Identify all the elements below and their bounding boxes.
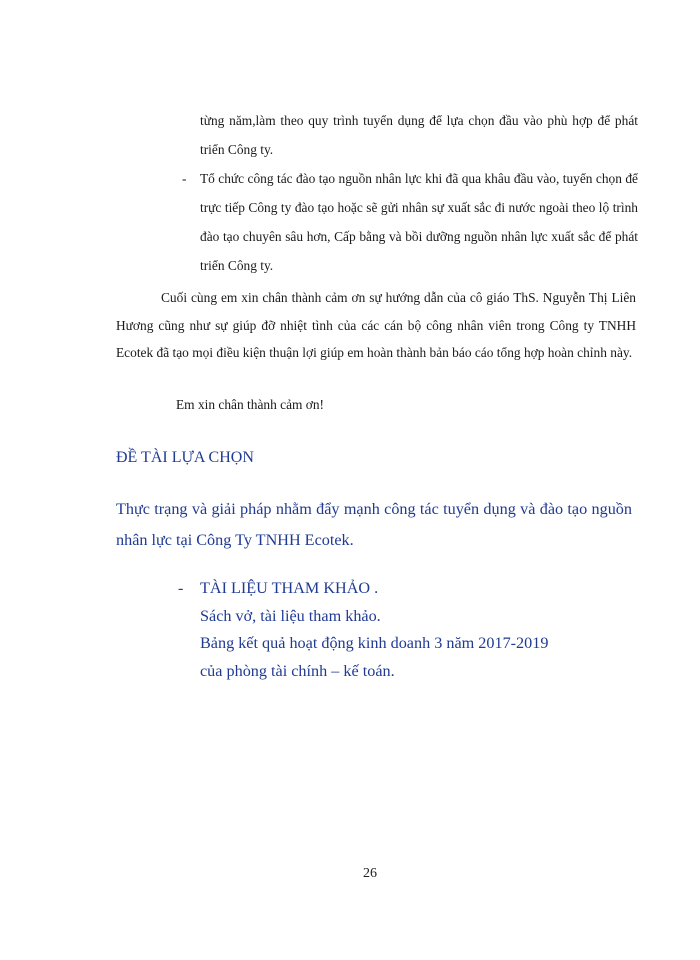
thanks-paragraph <box>116 284 636 367</box>
topic-text: Thực trạng và giải pháp nhằm đẩy mạnh công tác tuyển dụng và đào tạo nguồn nhân lực tại Công Ty TNHH Ecotek. <box>116 500 632 549</box>
references-line-2: Bảng kết quả hoạt động kinh doanh 3 năm 2017-2019 <box>200 634 549 652</box>
thanks-text: Cuối cùng em xin chân thành cảm ơn sự hướng dẫn của cô giáo ThS. Nguyễn Thị Liên Hương cũng như sự giúp đỡ nhiệt tình của các cán bộ công nhân viên trong Công ty TNHH Ecotek đã tạo mọi điều kiện thuận lợi giúp em hoàn thành bản báo cáo tổng hợp hoàn chỉnh này. <box>116 290 636 360</box>
references-section <box>178 575 618 685</box>
references-dash: - <box>178 579 184 597</box>
references-title: TÀI LIỆU THAM KHẢO . <box>200 579 379 597</box>
bullet-section <box>168 106 638 280</box>
references-line-1: Sách vở, tài liệu tham khảo. <box>200 606 381 625</box>
bullet-item-text: Tổ chức công tác đào tạo nguồn nhân lực khi đã qua khâu đầu vào, tuyển chọn để trực tiếp Công ty đào tạo hoặc sẽ gửi nhân sự xuất sắc đi nước ngoài theo lộ trình đào tạo chuyên sâu hơn, Cấp bằng và bồi dưỡng nguồn nhân lực xuất sắc để phát triển Công ty. <box>200 171 638 273</box>
bullet-dash: - <box>182 171 187 186</box>
bullet-item <box>168 164 638 280</box>
closing-line: Em xin chân thành cảm ơn! <box>176 397 325 412</box>
page-number: 26 <box>363 866 377 881</box>
bullet-continuation-text: từng năm,làm theo quy trình tuyển dụng để lựa chọn đầu vào phù hợp để phát triển Công ty. <box>200 113 638 157</box>
references-line-3: của phòng tài chính – kế toán. <box>200 661 395 680</box>
topic-heading: ĐỀ TÀI LỰA CHỌN <box>116 449 254 466</box>
